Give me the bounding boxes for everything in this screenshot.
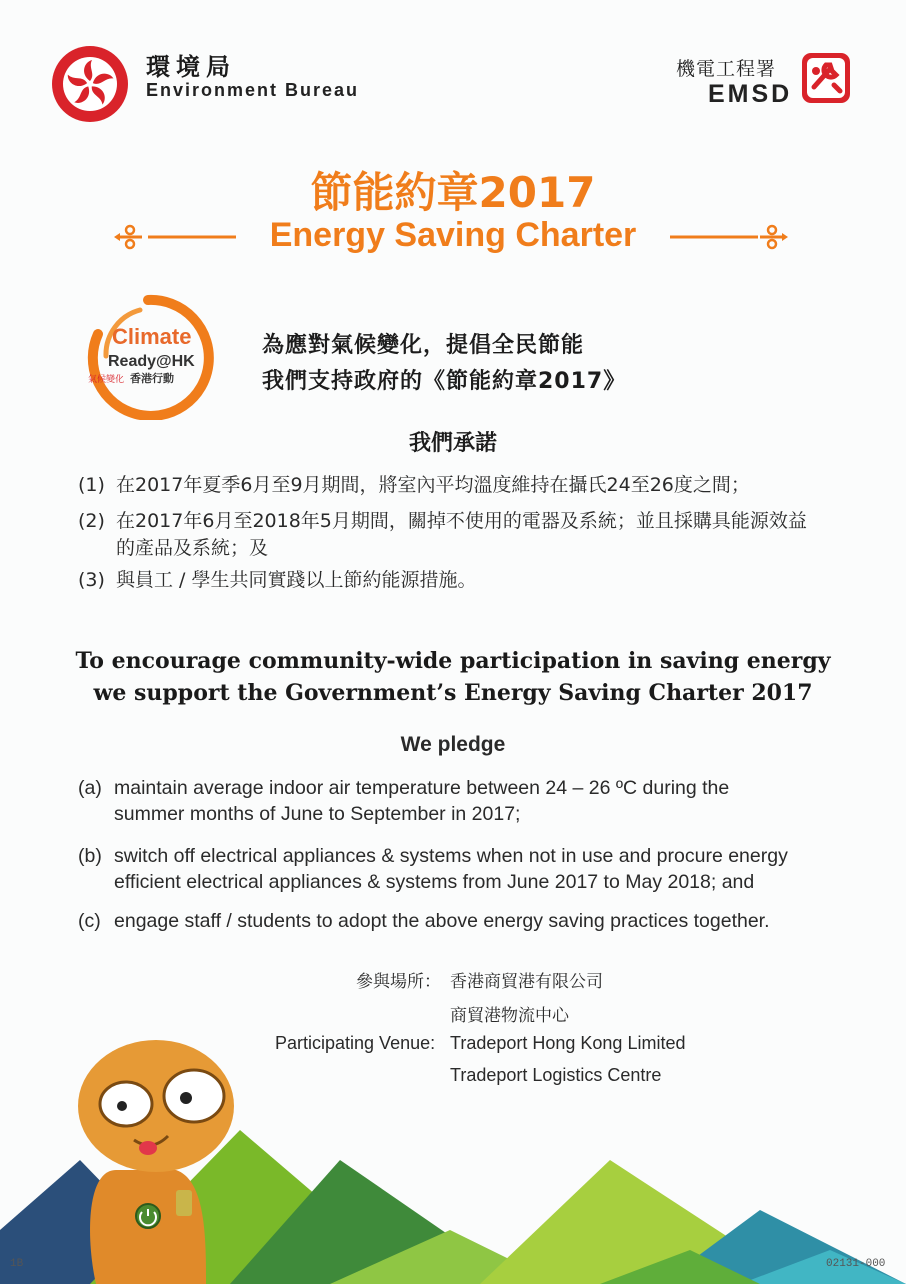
pledge-en-item — [78, 775, 858, 827]
pledge-en-text: engage staff / students to adopt the above energy saving practices together. — [114, 910, 770, 932]
pledge-en-num: (c) — [78, 910, 101, 932]
emsd-name-en: EMSD — [708, 80, 793, 108]
emsd-name-zh: 機電工程署 — [676, 58, 777, 80]
venue-name-zh-1: 香港商貿港有限公司 — [450, 972, 603, 992]
venue-name-en-2: Tradeport Logistics Centre — [450, 1065, 662, 1085]
footer-code-right: 02131-000 — [826, 1258, 886, 1270]
mascot-character-icon — [56, 1020, 246, 1284]
climate-logo-line1: Climate — [112, 324, 192, 349]
venue-name-en-1: Tradeport Hong Kong Limited — [450, 1033, 686, 1053]
charter-title-en: Energy Saving Charter — [269, 216, 637, 254]
pledge-zh-num: (3) — [78, 569, 105, 591]
pledge-zh-item — [78, 472, 838, 499]
pledge-en-text: maintain average indoor air temperature between 24 – 26 ºC during the summer months of June to September in 2017; — [114, 777, 730, 825]
pledge-zh-num: (2) — [78, 510, 105, 532]
pledge-zh-text: 在2017年6月至2018年5月期間，關掉不使用的電器及系統；並且採購具能源效益的產品及系統；及 — [116, 510, 807, 559]
venue-name-zh-2: 商貿港物流中心 — [450, 1006, 569, 1026]
bureau-name-zh: 環境局 — [146, 53, 236, 81]
pledge-en-item — [78, 843, 858, 895]
slogan-zh-line2: 我們支持政府的《節能約章2017》 — [262, 369, 627, 394]
slogan-en-line1: To encourage community-wide participation in saving energy — [75, 648, 831, 674]
slogan-zh-line1: 為應對氣候變化，提倡全民節能 — [262, 333, 585, 358]
bureau-name-en: Environment Bureau — [146, 80, 360, 100]
pledge-zh-item — [78, 567, 838, 594]
slogan-en-line2: we support the Government’s Energy Saving Charter 2017 — [93, 680, 813, 706]
emsd-logo-icon — [800, 51, 852, 105]
pledge-zh-num: (1) — [78, 474, 105, 496]
pledge-en-item — [78, 908, 858, 934]
pledge-zh-item — [78, 508, 838, 562]
pledge-zh-text: 與員工 / 學生共同實踐以上節約能源措施。 — [116, 569, 477, 591]
pledge-heading-zh: 我們承諾 — [408, 431, 497, 456]
charter-title-zh: 節能約章2017 — [310, 168, 596, 217]
pledge-en-num: (b) — [78, 845, 102, 867]
climate-logo-line3a: 氣候變化 — [88, 375, 125, 385]
venue-label-zh: 參與場所： — [356, 972, 441, 992]
footer-code-left: 1B — [10, 1258, 24, 1270]
climate-logo-line2: Ready@HK — [108, 353, 195, 370]
pledge-heading-en: We pledge — [400, 733, 506, 756]
pledge-zh-text: 在2017年夏季6月至9月期間，將室內平均溫度維持在攝氏24至26度之間； — [116, 474, 750, 496]
ornament-right-icon — [670, 218, 850, 254]
climate-ready-logo — [78, 294, 218, 420]
hksar-emblem-icon — [50, 44, 130, 124]
climate-logo-line3b: 香港行動 — [130, 372, 174, 385]
pledge-en-text: switch off electrical appliances & systems when not in use and procure energy efficient electrical appliances & systems from June 2017 to May 2018; and — [114, 845, 788, 893]
venue-label-en: Participating Venue: — [275, 1033, 436, 1053]
pledge-en-num: (a) — [78, 777, 102, 799]
